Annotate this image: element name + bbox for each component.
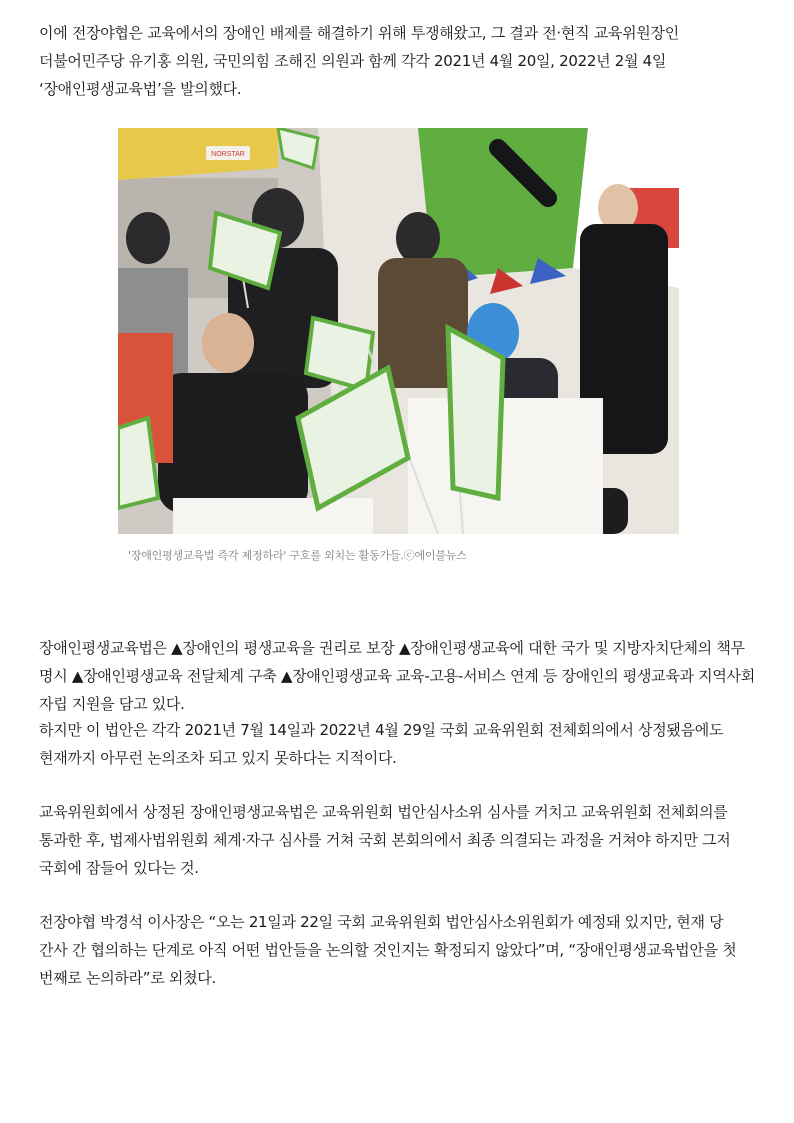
article-paragraph-5: 전장야협 박경석 이사장은 “오는 21일과 22일 국회 교육위원회 법안심사소위원회가 예정돼 있지만, 현재 당 간사 간 협의하는 단계로 아직 어떤 법안들을 논의할 것인지는 확정되지 않았다”며, “장애인평생교육법안을 첫 번째로 논의하라”로 외쳤다. <box>39 913 737 987</box>
article-paragraph-1: 이에 전장야협은 교육에서의 장애인 배제를 해결하기 위해 투쟁해왔고, 그 결과 전·현직 교육위원장인 더불어민주당 유기홍 의원, 국민의힘 조해진 의원과 함께 각각 2021년 4월 20일, 2022년 2월 4일 ‘장애인평생교육법’을 발의했다. <box>39 24 679 98</box>
article-paragraph-2: 장애인평생교육법은 ▲장애인의 평생교육을 권리로 보장 ▲장애인평생교육에 대한 국가 및 지방자치단체의 책무 명시 ▲장애인평생교육 전달체계 구축 ▲장애인평생교육 교육-고용-서비스 연계 등 장애인의 평생교육과 지역사회 자립 지원을 담고 있다. <box>39 639 755 713</box>
green-flag-4 <box>448 328 503 498</box>
photo-caption: '장애인평생교육법 즉각 제정하라' 구호를 외치는 활동가들.ⓒ에이블뉴스 <box>128 549 467 562</box>
tent-brand-text: NORSTAR <box>211 151 245 158</box>
article-photo <box>118 128 679 534</box>
protest-sign <box>408 398 603 534</box>
article-paragraph-4: 교육위원회에서 상정된 장애인평생교육법은 교육위원회 법안심사소위 심사를 거치고 교육위원회 전체회의를 통과한 후, 법제사법위원회 체계·자구 심사를 거쳐 국회 본회의에서 최종 의결되는 과정을 거쳐야 하지만 그저 국회에 잠들어 있다는 것. <box>39 803 731 877</box>
article-paragraph-3: 하지만 이 법안은 각각 2021년 7월 14일과 2022년 4월 29일 국회 교육위원회 전체회의에서 상정됐음에도 현재까지 아무런 논의조차 되고 있지 못하다는 지적이다. <box>39 721 724 767</box>
protest-photo-illustration <box>118 128 679 534</box>
